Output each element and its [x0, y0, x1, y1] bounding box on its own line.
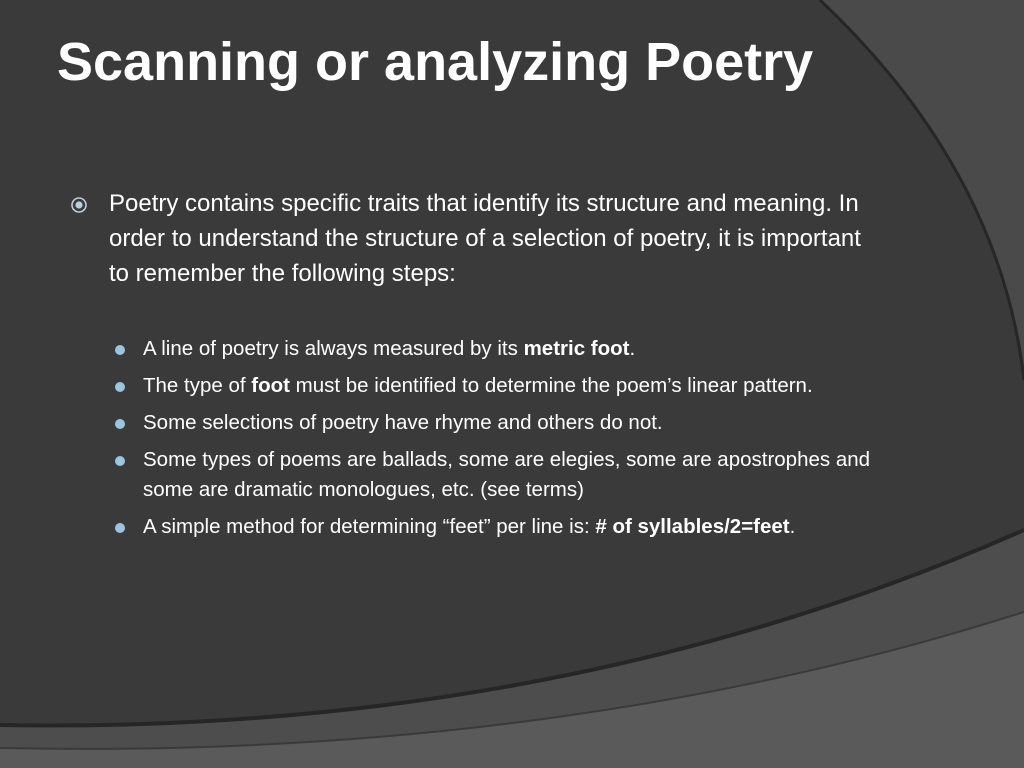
sub-bullet-text: The type of foot must be identified to determine the poem’s linear pattern. [143, 374, 813, 397]
dot-bullet-icon [115, 523, 125, 533]
bold-term: metric foot [523, 337, 630, 360]
slide-title: Scanning or analyzing Poetry [57, 32, 814, 92]
sub-bullet-item [112, 408, 872, 438]
sub-bullet-item [112, 445, 872, 505]
sub-bullet-text: A line of poetry is always measured by its metric foot. [143, 337, 636, 360]
sub-bullet-item [112, 512, 872, 542]
dot-bullet-icon [115, 345, 125, 355]
bold-term: # of syllables/2=feet [595, 515, 790, 538]
sub-bullet-text: Some selections of poetry have rhyme and others do not. [143, 411, 663, 434]
main-bullet-text: Poetry contains specific traits that identify its structure and meaning. In order to understand the structure of a selection of poetry, it is important to remember the following steps: [109, 190, 861, 287]
bold-term: foot [251, 374, 290, 397]
sub-bullet-list [112, 334, 872, 549]
dot-bullet-icon [115, 456, 125, 466]
dot-bullet-icon [115, 419, 125, 429]
sub-bullet-item [112, 371, 872, 401]
ring-bullet-icon [70, 196, 88, 214]
sub-bullet-text: Some types of poems are ballads, some are elegies, some are apostrophes and some are dramatic monologues, etc. (see terms) [143, 448, 871, 501]
sub-bullet-item [112, 334, 872, 364]
dot-bullet-icon [115, 382, 125, 392]
sub-bullet-text: A simple method for determining “feet” per line is: # of syllables/2=feet. [143, 515, 796, 538]
